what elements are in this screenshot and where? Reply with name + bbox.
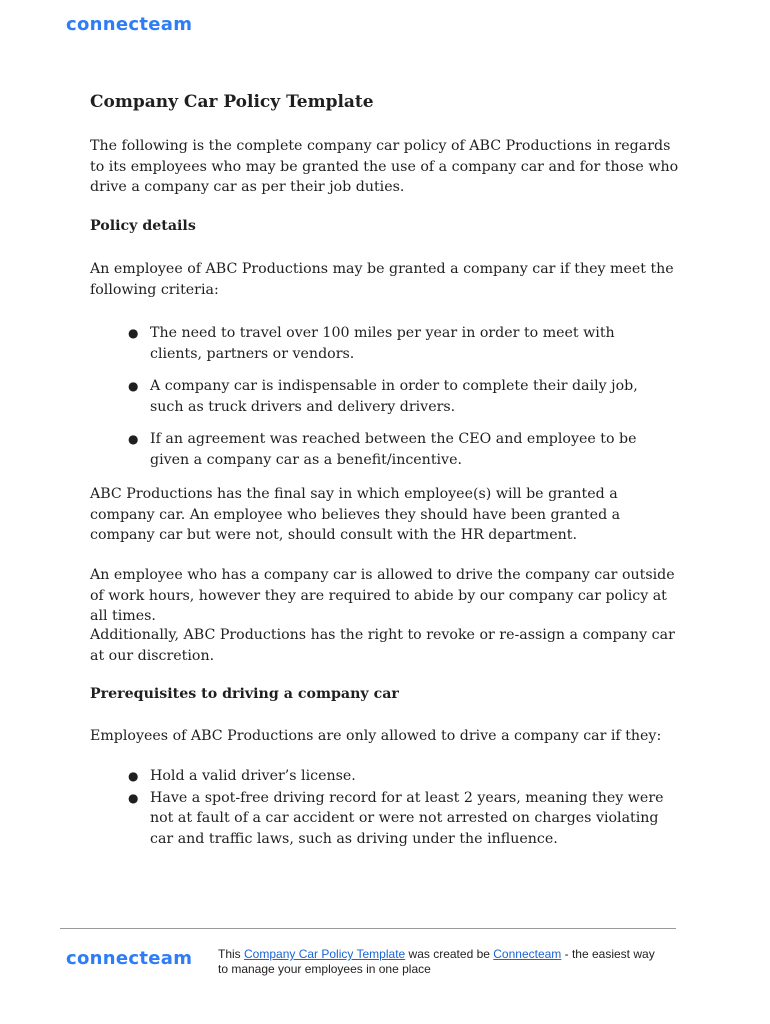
intro-paragraph: The following is the complete company car policy of ABC Productions in regards to its employees who may be granted the use of a company car and for those who drive a company car as per their job duties. <box>90 138 679 195</box>
list-item: ● A company car is indispensable in order to complete their daily job, such as truck drivers and delivery drivers. <box>128 378 638 415</box>
criteria-list <box>128 323 668 470</box>
bullet-icon: ● <box>128 326 139 340</box>
final-say-paragraph: ABC Productions has the final say in which employee(s) will be granted a company car. An employee who believes they should have been granted a company car but were not, should consult with the HR department. <box>90 486 621 543</box>
list-item: ● If an agreement was reached between the CEO and employee to be given a company car as a benefit/incentive. <box>128 431 637 468</box>
footer-note: This Company Car Policy Template was created be Connecteam - the easiest way to manage your employees in one place <box>218 947 655 976</box>
document-title: Company Car Policy Template <box>90 92 374 112</box>
revoke-paragraph: Additionally, ABC Productions has the right to revoke or re-assign a company car at our discretion. <box>90 627 675 664</box>
bullet-icon: ● <box>128 790 139 805</box>
criteria-intro-paragraph: An employee of ABC Productions may be granted a company car if they meet the following criteria: <box>90 261 674 298</box>
connecteam-link[interactable]: Connecteam <box>493 947 562 961</box>
template-link[interactable]: Company Car Policy Template <box>244 947 406 961</box>
connecteam-logo-top: connecteam <box>66 14 193 35</box>
bullet-icon: ● <box>128 379 139 393</box>
list-item: ● The need to travel over 100 miles per year in order to meet with clients, partners or vendors. <box>128 325 615 362</box>
bullet-icon: ● <box>128 769 139 783</box>
prerequisites-list <box>128 766 668 849</box>
list-item: ● Hold a valid driver’s license. <box>128 766 668 787</box>
outside-hours-paragraph: An employee who has a company car is allowed to drive the company car outside of work hours, however they are required to abide by our company car policy at all times. <box>90 567 675 624</box>
footer-divider <box>60 928 676 929</box>
bullet-icon: ● <box>128 432 139 446</box>
prerequisites-intro-paragraph: Employees of ABC Productions are only allowed to drive a company car if they: <box>90 728 662 744</box>
section-heading-prerequisites: Prerequisites to driving a company car <box>90 686 399 702</box>
section-heading-policy-details: Policy details <box>90 218 196 234</box>
list-item: ● Have a spot-free driving record for at least 2 years, meaning they were not at fault of a car accident or were not arrested on charges violating car and traffic laws, such as driving under the influence. <box>128 789 664 847</box>
connecteam-logo-bottom: connecteam <box>66 948 193 969</box>
